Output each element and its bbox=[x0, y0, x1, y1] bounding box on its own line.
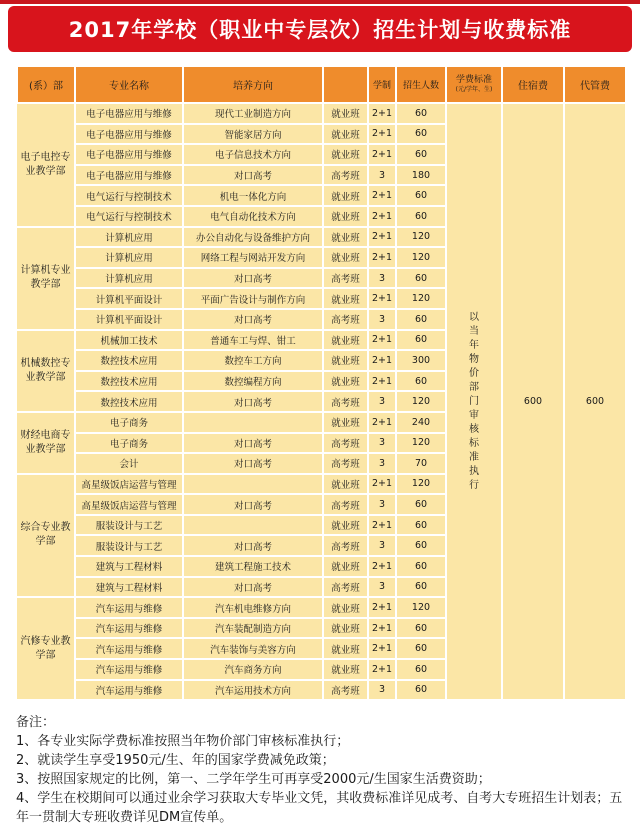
class-type-cell: 就业班 bbox=[323, 371, 368, 392]
major-cell: 汽车运用与维修 bbox=[75, 680, 183, 701]
note-item-3: 3、按照国家规定的比例，第一、二学年学生可再享受2000元/生国家生活费资助； bbox=[16, 772, 491, 787]
class-type-cell: 就业班 bbox=[323, 597, 368, 618]
enroll-count-cell: 70 bbox=[396, 453, 446, 474]
major-cell: 计算机应用 bbox=[75, 247, 183, 268]
major-cell: 电气运行与控制技术 bbox=[75, 185, 183, 206]
enroll-count-cell: 60 bbox=[396, 618, 446, 639]
class-type-cell: 高考班 bbox=[323, 494, 368, 515]
direction-cell: 普通车工与焊、钳工 bbox=[183, 330, 323, 351]
duration-cell: 2+1 bbox=[368, 124, 396, 145]
header-enroll: 招生人数 bbox=[396, 66, 446, 103]
top-accent-line bbox=[0, 0, 640, 4]
class-type-cell: 就业班 bbox=[323, 227, 368, 248]
header-class-type bbox=[323, 66, 368, 103]
major-cell: 计算机应用 bbox=[75, 227, 183, 248]
enroll-count-cell: 120 bbox=[396, 474, 446, 495]
duration-cell: 2+1 bbox=[368, 597, 396, 618]
duration-cell: 2+1 bbox=[368, 350, 396, 371]
direction-cell bbox=[183, 474, 323, 495]
duration-cell: 2+1 bbox=[368, 659, 396, 680]
duration-cell: 3 bbox=[368, 268, 396, 289]
enroll-count-cell: 240 bbox=[396, 412, 446, 433]
department-cell bbox=[17, 103, 75, 227]
class-type-cell: 就业班 bbox=[323, 659, 368, 680]
direction-cell: 平面广告设计与制作方向 bbox=[183, 288, 323, 309]
direction-cell: 电气自动化技术方向 bbox=[183, 206, 323, 227]
major-cell: 电子商务 bbox=[75, 433, 183, 454]
duration-cell: 2+1 bbox=[368, 556, 396, 577]
notes-heading: 备注： bbox=[16, 715, 56, 730]
enroll-count-cell: 60 bbox=[396, 206, 446, 227]
department-name: 电子电控专业教学部 bbox=[20, 151, 71, 177]
direction-cell: 电子信息技术方向 bbox=[183, 144, 323, 165]
duration-cell: 2+1 bbox=[368, 515, 396, 536]
major-cell: 计算机平面设计 bbox=[75, 309, 183, 330]
duration-cell: 2+1 bbox=[368, 412, 396, 433]
enroll-count-cell: 120 bbox=[396, 391, 446, 412]
class-type-cell: 高考班 bbox=[323, 165, 368, 186]
enroll-count-cell: 60 bbox=[396, 638, 446, 659]
class-type-cell: 高考班 bbox=[323, 433, 368, 454]
direction-cell: 智能家居方向 bbox=[183, 124, 323, 145]
duration-cell: 3 bbox=[368, 535, 396, 556]
direction-cell bbox=[183, 515, 323, 536]
enroll-count-cell: 120 bbox=[396, 288, 446, 309]
major-cell: 电子电器应用与维修 bbox=[75, 103, 183, 124]
class-type-cell: 就业班 bbox=[323, 185, 368, 206]
class-type-cell: 就业班 bbox=[323, 556, 368, 577]
duration-cell: 2+1 bbox=[368, 206, 396, 227]
class-type-cell: 就业班 bbox=[323, 638, 368, 659]
tuition-fee-cell bbox=[446, 103, 502, 700]
duration-cell: 2+1 bbox=[368, 330, 396, 351]
enroll-count-cell: 60 bbox=[396, 659, 446, 680]
duration-cell: 2+1 bbox=[368, 227, 396, 248]
class-type-cell: 高考班 bbox=[323, 309, 368, 330]
class-type-cell: 高考班 bbox=[323, 535, 368, 556]
enroll-count-cell: 120 bbox=[396, 247, 446, 268]
enroll-count-cell: 60 bbox=[396, 577, 446, 598]
duration-cell: 2+1 bbox=[368, 371, 396, 392]
class-type-cell: 就业班 bbox=[323, 144, 368, 165]
direction-cell: 汽车商务方向 bbox=[183, 659, 323, 680]
major-cell: 电子电器应用与维修 bbox=[75, 165, 183, 186]
direction-cell: 汽车装饰与美容方向 bbox=[183, 638, 323, 659]
enroll-count-cell: 60 bbox=[396, 268, 446, 289]
department-name: 综合专业教学部 bbox=[20, 522, 71, 548]
major-cell: 会计 bbox=[75, 453, 183, 474]
direction-cell: 数控编程方向 bbox=[183, 371, 323, 392]
duration-cell: 2+1 bbox=[368, 103, 396, 124]
enroll-count-cell: 60 bbox=[396, 103, 446, 124]
major-cell: 高星级饭店运营与管理 bbox=[75, 494, 183, 515]
enroll-count-cell: 60 bbox=[396, 515, 446, 536]
note-item-2: 2、就读学生享受1950元/生、年的国家学费减免政策； bbox=[16, 753, 335, 768]
class-type-cell: 就业班 bbox=[323, 206, 368, 227]
major-cell: 高星级饭店运营与管理 bbox=[75, 474, 183, 495]
major-cell: 电子电器应用与维修 bbox=[75, 144, 183, 165]
table-body bbox=[17, 103, 626, 700]
department-cell bbox=[17, 597, 75, 700]
major-cell: 电子商务 bbox=[75, 412, 183, 433]
enroll-count-cell: 120 bbox=[396, 433, 446, 454]
header-direction: 培养方向 bbox=[183, 66, 323, 103]
duration-cell: 2+1 bbox=[368, 474, 396, 495]
major-cell: 建筑与工程材料 bbox=[75, 577, 183, 598]
enrollment-fee-table bbox=[16, 65, 627, 701]
duration-cell: 3 bbox=[368, 391, 396, 412]
header-fee-sub: (元/学年、生) bbox=[455, 86, 493, 93]
tuition-fee-note: 以当年物价部门审核标准执行 bbox=[469, 311, 479, 491]
direction-cell: 对口高考 bbox=[183, 535, 323, 556]
direction-cell: 数控车工方向 bbox=[183, 350, 323, 371]
enroll-count-cell: 60 bbox=[396, 556, 446, 577]
direction-cell: 现代工业制造方向 bbox=[183, 103, 323, 124]
enroll-count-cell: 60 bbox=[396, 124, 446, 145]
major-cell: 汽车运用与维修 bbox=[75, 597, 183, 618]
class-type-cell: 高考班 bbox=[323, 577, 368, 598]
header-fee-main: 学费标准 bbox=[455, 75, 492, 85]
note-item-1: 1、各专业实际学费标准按照当年物价部门审核标准执行； bbox=[16, 734, 350, 749]
duration-cell: 3 bbox=[368, 433, 396, 454]
duration-cell: 3 bbox=[368, 453, 396, 474]
major-cell: 电气运行与控制技术 bbox=[75, 206, 183, 227]
major-cell: 机械加工技术 bbox=[75, 330, 183, 351]
class-type-cell: 高考班 bbox=[323, 268, 368, 289]
class-type-cell: 高考班 bbox=[323, 680, 368, 701]
class-type-cell: 就业班 bbox=[323, 618, 368, 639]
class-type-cell: 就业班 bbox=[323, 288, 368, 309]
major-cell: 数控技术应用 bbox=[75, 350, 183, 371]
enroll-count-cell: 60 bbox=[396, 185, 446, 206]
header-dorm: 住宿费 bbox=[502, 66, 564, 103]
direction-cell: 对口高考 bbox=[183, 391, 323, 412]
duration-cell: 3 bbox=[368, 680, 396, 701]
direction-cell: 对口高考 bbox=[183, 268, 323, 289]
major-cell: 电子电器应用与维修 bbox=[75, 124, 183, 145]
department-name: 机械数控专业教学部 bbox=[20, 357, 71, 383]
department-cell bbox=[17, 227, 75, 330]
header-fee bbox=[446, 66, 502, 103]
agency-fee-cell: 600 bbox=[564, 103, 626, 700]
note-item-4: 4、学生在校期间可以通过业余学习获取大专毕业文凭，其收费标准详见成考、自考大专班招生计划表；五年一贯制大专班收费详见DM宣传单。 bbox=[16, 791, 623, 825]
class-type-cell: 高考班 bbox=[323, 391, 368, 412]
direction-cell: 对口高考 bbox=[183, 309, 323, 330]
enroll-count-cell: 120 bbox=[396, 597, 446, 618]
notes-section bbox=[16, 713, 628, 827]
major-cell: 数控技术应用 bbox=[75, 371, 183, 392]
enroll-count-cell: 60 bbox=[396, 330, 446, 351]
header-duration: 学制 bbox=[368, 66, 396, 103]
department-name: 计算机专业教学部 bbox=[20, 265, 71, 291]
class-type-cell: 就业班 bbox=[323, 330, 368, 351]
enroll-count-cell: 60 bbox=[396, 494, 446, 515]
enroll-count-cell: 60 bbox=[396, 144, 446, 165]
enroll-count-cell: 180 bbox=[396, 165, 446, 186]
direction-cell: 网络工程与网站开发方向 bbox=[183, 247, 323, 268]
direction-cell: 办公自动化与设备维护方向 bbox=[183, 227, 323, 248]
direction-cell: 对口高考 bbox=[183, 165, 323, 186]
enroll-count-cell: 60 bbox=[396, 309, 446, 330]
class-type-cell: 就业班 bbox=[323, 124, 368, 145]
direction-cell: 对口高考 bbox=[183, 577, 323, 598]
title-banner bbox=[8, 6, 632, 52]
direction-cell: 对口高考 bbox=[183, 433, 323, 454]
department-cell bbox=[17, 412, 75, 474]
enroll-count-cell: 60 bbox=[396, 680, 446, 701]
class-type-cell: 就业班 bbox=[323, 103, 368, 124]
direction-cell: 汽车机电维修方向 bbox=[183, 597, 323, 618]
class-type-cell: 就业班 bbox=[323, 412, 368, 433]
direction-cell: 对口高考 bbox=[183, 453, 323, 474]
major-cell: 服装设计与工艺 bbox=[75, 535, 183, 556]
class-type-cell: 就业班 bbox=[323, 515, 368, 536]
table-row bbox=[17, 103, 626, 124]
duration-cell: 3 bbox=[368, 577, 396, 598]
class-type-cell: 高考班 bbox=[323, 453, 368, 474]
enroll-count-cell: 60 bbox=[396, 371, 446, 392]
direction-cell: 汽车装配制造方向 bbox=[183, 618, 323, 639]
duration-cell: 2+1 bbox=[368, 247, 396, 268]
direction-cell: 机电一体化方向 bbox=[183, 185, 323, 206]
duration-cell: 2+1 bbox=[368, 144, 396, 165]
major-cell: 计算机平面设计 bbox=[75, 288, 183, 309]
duration-cell: 2+1 bbox=[368, 618, 396, 639]
department-cell bbox=[17, 330, 75, 412]
major-cell: 建筑与工程材料 bbox=[75, 556, 183, 577]
major-cell: 汽车运用与维修 bbox=[75, 638, 183, 659]
major-cell: 汽车运用与维修 bbox=[75, 618, 183, 639]
page-title: 2017年学校（职业中专层次）招生计划与收费标准 bbox=[68, 18, 572, 42]
duration-cell: 2+1 bbox=[368, 638, 396, 659]
major-cell: 数控技术应用 bbox=[75, 391, 183, 412]
enroll-count-cell: 300 bbox=[396, 350, 446, 371]
enroll-count-cell: 120 bbox=[396, 227, 446, 248]
duration-cell: 2+1 bbox=[368, 185, 396, 206]
class-type-cell: 就业班 bbox=[323, 350, 368, 371]
direction-cell: 建筑工程施工技术 bbox=[183, 556, 323, 577]
class-type-cell: 就业班 bbox=[323, 474, 368, 495]
direction-cell: 对口高考 bbox=[183, 494, 323, 515]
department-name: 财经电商专业教学部 bbox=[20, 429, 71, 455]
enroll-count-cell: 60 bbox=[396, 535, 446, 556]
department-name: 汽修专业教学部 bbox=[20, 635, 71, 661]
table-header-row bbox=[17, 66, 626, 103]
header-major: 专业名称 bbox=[75, 66, 183, 103]
dorm-fee-cell: 600 bbox=[502, 103, 564, 700]
duration-cell: 3 bbox=[368, 165, 396, 186]
major-cell: 服装设计与工艺 bbox=[75, 515, 183, 536]
duration-cell: 3 bbox=[368, 309, 396, 330]
direction-cell: 汽车运用技术方向 bbox=[183, 680, 323, 701]
major-cell: 计算机应用 bbox=[75, 268, 183, 289]
duration-cell: 2+1 bbox=[368, 288, 396, 309]
direction-cell bbox=[183, 412, 323, 433]
duration-cell: 3 bbox=[368, 494, 396, 515]
header-dept: (系）部 bbox=[17, 66, 75, 103]
major-cell: 汽车运用与维修 bbox=[75, 659, 183, 680]
class-type-cell: 就业班 bbox=[323, 247, 368, 268]
department-cell bbox=[17, 474, 75, 598]
header-agency: 代管费 bbox=[564, 66, 626, 103]
